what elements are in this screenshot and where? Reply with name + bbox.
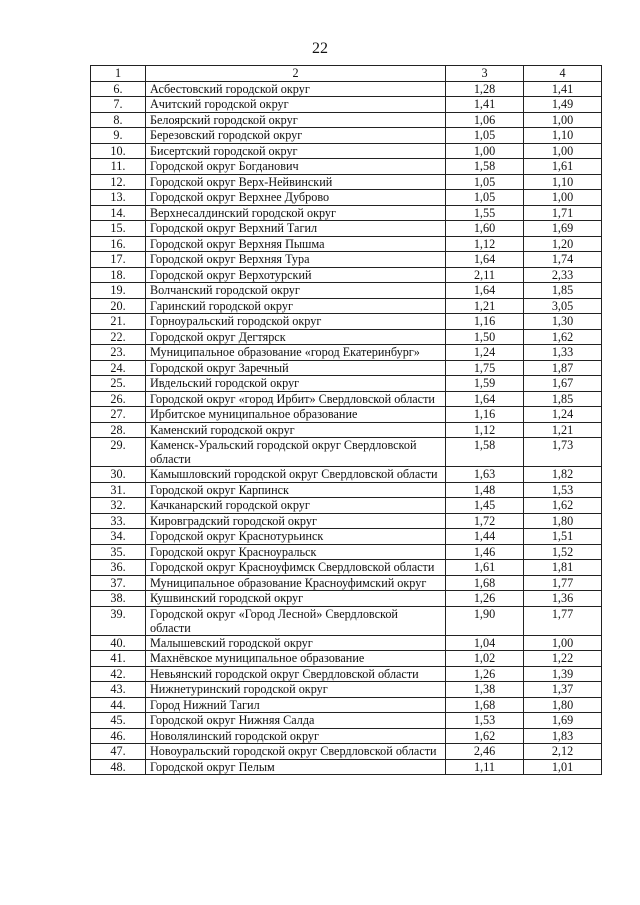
municipality-name: Городской округ Верхний Тагил xyxy=(146,221,446,237)
municipality-name: Асбестовский городской округ xyxy=(146,81,446,97)
municipality-name: Малышевский городской округ xyxy=(146,635,446,651)
coefficient-col-4: 1,33 xyxy=(524,345,602,361)
municipality-name: Бисертский городской округ xyxy=(146,143,446,159)
coefficient-col-4: 1,01 xyxy=(524,759,602,775)
coefficient-col-4: 1,61 xyxy=(524,159,602,175)
table-row xyxy=(91,391,602,407)
coefficient-col-4: 1,52 xyxy=(524,544,602,560)
table-row xyxy=(91,606,602,635)
table-row xyxy=(91,267,602,283)
municipality-name: Городской округ Красноуральск xyxy=(146,544,446,560)
coefficient-col-3: 1,72 xyxy=(446,513,524,529)
coefficient-col-3: 1,48 xyxy=(446,482,524,498)
coefficient-col-3: 1,50 xyxy=(446,329,524,345)
table-row xyxy=(91,651,602,667)
coefficient-col-4: 1,24 xyxy=(524,407,602,423)
coefficient-col-3: 1,53 xyxy=(446,713,524,729)
coefficient-col-3: 2,46 xyxy=(446,744,524,760)
coefficient-col-4: 1,87 xyxy=(524,360,602,376)
municipality-name: Махнёвское муниципальное образование xyxy=(146,651,446,667)
municipality-name: Верхнесалдинский городской округ xyxy=(146,205,446,221)
row-number: 8. xyxy=(91,112,146,128)
municipality-name: Ивдельский городской округ xyxy=(146,376,446,392)
municipality-name: Белоярский городской округ xyxy=(146,112,446,128)
table-row xyxy=(91,467,602,483)
coefficient-col-3: 1,05 xyxy=(446,174,524,190)
municipality-name: Кировградский городской округ xyxy=(146,513,446,529)
coefficient-col-4: 1,00 xyxy=(524,635,602,651)
coefficient-col-3: 1,04 xyxy=(446,635,524,651)
table-row xyxy=(91,575,602,591)
coefficient-col-4: 1,77 xyxy=(524,606,602,635)
coefficient-col-4: 1,53 xyxy=(524,482,602,498)
header-cell-1: 1 xyxy=(91,66,146,82)
row-number: 48. xyxy=(91,759,146,775)
coefficient-col-4: 1,41 xyxy=(524,81,602,97)
municipality-name: Муниципальное образование Красноуфимский округ xyxy=(146,575,446,591)
coefficient-col-3: 1,16 xyxy=(446,407,524,423)
row-number: 29. xyxy=(91,438,146,467)
row-number: 24. xyxy=(91,360,146,376)
municipality-name: Городской округ Верх-Нейвинский xyxy=(146,174,446,190)
municipality-name: Горноуральский городской округ xyxy=(146,314,446,330)
coefficient-col-3: 1,55 xyxy=(446,205,524,221)
coefficient-col-4: 1,80 xyxy=(524,697,602,713)
row-number: 16. xyxy=(91,236,146,252)
table-row xyxy=(91,174,602,190)
municipality-name: Городской округ Нижняя Салда xyxy=(146,713,446,729)
coefficient-col-3: 1,16 xyxy=(446,314,524,330)
table-row xyxy=(91,482,602,498)
row-number: 12. xyxy=(91,174,146,190)
table-row xyxy=(91,159,602,175)
coefficient-col-4: 1,81 xyxy=(524,560,602,576)
municipality-name: Городской округ «город Ирбит» Свердловской области xyxy=(146,391,446,407)
row-number: 18. xyxy=(91,267,146,283)
coefficient-col-4: 1,22 xyxy=(524,651,602,667)
coefficient-col-4: 1,00 xyxy=(524,143,602,159)
coefficients-table xyxy=(90,65,602,775)
row-number: 20. xyxy=(91,298,146,314)
row-number: 23. xyxy=(91,345,146,361)
coefficient-col-4: 1,62 xyxy=(524,329,602,345)
table-row xyxy=(91,298,602,314)
coefficient-col-3: 1,26 xyxy=(446,591,524,607)
coefficient-col-4: 1,00 xyxy=(524,112,602,128)
municipality-name: Гаринский городской округ xyxy=(146,298,446,314)
table-row xyxy=(91,498,602,514)
municipality-name: Муниципальное образование «город Екатеринбург» xyxy=(146,345,446,361)
table-row xyxy=(91,360,602,376)
table-row xyxy=(91,560,602,576)
row-number: 15. xyxy=(91,221,146,237)
row-number: 27. xyxy=(91,407,146,423)
coefficient-col-4: 1,51 xyxy=(524,529,602,545)
coefficient-col-4: 3,05 xyxy=(524,298,602,314)
table-row xyxy=(91,221,602,237)
coefficient-col-3: 1,12 xyxy=(446,422,524,438)
coefficient-col-4: 1,20 xyxy=(524,236,602,252)
coefficient-col-3: 1,63 xyxy=(446,467,524,483)
row-number: 28. xyxy=(91,422,146,438)
row-number: 30. xyxy=(91,467,146,483)
coefficient-col-4: 1,62 xyxy=(524,498,602,514)
row-number: 39. xyxy=(91,606,146,635)
coefficient-col-4: 1,80 xyxy=(524,513,602,529)
coefficient-col-3: 1,68 xyxy=(446,575,524,591)
row-number: 6. xyxy=(91,81,146,97)
row-number: 36. xyxy=(91,560,146,576)
coefficient-col-3: 1,61 xyxy=(446,560,524,576)
table-row xyxy=(91,345,602,361)
coefficient-col-3: 1,12 xyxy=(446,236,524,252)
municipality-name: Городской округ Верхняя Пышма xyxy=(146,236,446,252)
row-number: 9. xyxy=(91,128,146,144)
coefficient-col-4: 1,69 xyxy=(524,221,602,237)
table-row xyxy=(91,252,602,268)
coefficient-col-3: 1,28 xyxy=(446,81,524,97)
table-row xyxy=(91,81,602,97)
table-row xyxy=(91,697,602,713)
municipality-name: Качканарский городской округ xyxy=(146,498,446,514)
coefficient-col-4: 1,10 xyxy=(524,174,602,190)
row-number: 40. xyxy=(91,635,146,651)
table-row xyxy=(91,143,602,159)
row-number: 7. xyxy=(91,97,146,113)
municipality-name: Городской округ «Город Лесной» Свердловской области xyxy=(146,606,446,635)
coefficient-col-3: 1,60 xyxy=(446,221,524,237)
municipality-name: Каменский городской округ xyxy=(146,422,446,438)
municipality-name: Городской округ Верхнее Дуброво xyxy=(146,190,446,206)
municipality-name: Городской округ Красноуфимск Свердловской области xyxy=(146,560,446,576)
municipality-name: Городской округ Богданович xyxy=(146,159,446,175)
table-row xyxy=(91,190,602,206)
coefficient-col-3: 1,38 xyxy=(446,682,524,698)
coefficient-col-3: 1,24 xyxy=(446,345,524,361)
coefficient-col-3: 1,68 xyxy=(446,697,524,713)
coefficient-col-4: 1,77 xyxy=(524,575,602,591)
header-cell-2: 2 xyxy=(146,66,446,82)
row-number: 38. xyxy=(91,591,146,607)
municipality-name: Городской округ Карпинск xyxy=(146,482,446,498)
row-number: 42. xyxy=(91,666,146,682)
coefficient-col-3: 1,21 xyxy=(446,298,524,314)
table-row xyxy=(91,728,602,744)
table-row xyxy=(91,759,602,775)
coefficient-col-3: 1,59 xyxy=(446,376,524,392)
coefficient-col-3: 1,05 xyxy=(446,128,524,144)
municipality-name: Городской округ Верхотурский xyxy=(146,267,446,283)
table-row xyxy=(91,591,602,607)
row-number: 32. xyxy=(91,498,146,514)
table-row xyxy=(91,97,602,113)
header-cell-3: 3 xyxy=(446,66,524,82)
row-number: 43. xyxy=(91,682,146,698)
row-number: 22. xyxy=(91,329,146,345)
municipality-name: Городской округ Дегтярск xyxy=(146,329,446,345)
table-row xyxy=(91,314,602,330)
coefficient-col-4: 1,83 xyxy=(524,728,602,744)
coefficient-col-3: 1,45 xyxy=(446,498,524,514)
table-row xyxy=(91,544,602,560)
municipality-name: Ирбитское муниципальное образование xyxy=(146,407,446,423)
municipality-name: Новолялинский городской округ xyxy=(146,728,446,744)
row-number: 26. xyxy=(91,391,146,407)
coefficient-col-4: 1,73 xyxy=(524,438,602,467)
row-number: 31. xyxy=(91,482,146,498)
coefficient-col-4: 1,10 xyxy=(524,128,602,144)
row-number: 33. xyxy=(91,513,146,529)
table-row xyxy=(91,112,602,128)
header-cell-4: 4 xyxy=(524,66,602,82)
coefficient-col-4: 2,33 xyxy=(524,267,602,283)
municipality-name: Городской округ Краснотурьинск xyxy=(146,529,446,545)
coefficient-col-3: 1,05 xyxy=(446,190,524,206)
coefficient-col-3: 1,02 xyxy=(446,651,524,667)
coefficient-col-3: 1,58 xyxy=(446,438,524,467)
table-row xyxy=(91,205,602,221)
table-row xyxy=(91,682,602,698)
municipality-name: Городской округ Заречный xyxy=(146,360,446,376)
coefficient-col-4: 1,82 xyxy=(524,467,602,483)
municipality-name: Невьянский городской округ Свердловской области xyxy=(146,666,446,682)
coefficient-col-3: 1,90 xyxy=(446,606,524,635)
table-row xyxy=(91,635,602,651)
coefficient-col-4: 1,74 xyxy=(524,252,602,268)
coefficient-col-4: 1,67 xyxy=(524,376,602,392)
row-number: 45. xyxy=(91,713,146,729)
coefficient-col-4: 1,39 xyxy=(524,666,602,682)
coefficient-col-4: 1,30 xyxy=(524,314,602,330)
coefficient-col-3: 1,11 xyxy=(446,759,524,775)
coefficient-col-3: 1,44 xyxy=(446,529,524,545)
row-number: 25. xyxy=(91,376,146,392)
table-row xyxy=(91,744,602,760)
row-number: 47. xyxy=(91,744,146,760)
coefficient-col-3: 1,62 xyxy=(446,728,524,744)
coefficient-col-3: 1,26 xyxy=(446,666,524,682)
municipality-name: Каменск-Уральский городской округ Свердловской области xyxy=(146,438,446,467)
row-number: 11. xyxy=(91,159,146,175)
coefficient-col-4: 2,12 xyxy=(524,744,602,760)
coefficient-col-3: 2,11 xyxy=(446,267,524,283)
table-row xyxy=(91,329,602,345)
municipality-name: Город Нижний Тагил xyxy=(146,697,446,713)
table-row xyxy=(91,376,602,392)
coefficient-col-4: 1,36 xyxy=(524,591,602,607)
row-number: 21. xyxy=(91,314,146,330)
municipality-name: Березовский городской округ xyxy=(146,128,446,144)
row-number: 17. xyxy=(91,252,146,268)
row-number: 41. xyxy=(91,651,146,667)
table-row xyxy=(91,666,602,682)
table-row xyxy=(91,407,602,423)
row-number: 35. xyxy=(91,544,146,560)
coefficient-col-4: 1,37 xyxy=(524,682,602,698)
row-number: 13. xyxy=(91,190,146,206)
table-row xyxy=(91,713,602,729)
coefficient-col-3: 1,06 xyxy=(446,112,524,128)
table-row xyxy=(91,128,602,144)
municipality-name: Волчанский городской округ xyxy=(146,283,446,299)
table-row xyxy=(91,513,602,529)
coefficient-col-4: 1,49 xyxy=(524,97,602,113)
municipality-name: Городской округ Верхняя Тура xyxy=(146,252,446,268)
municipality-name: Городской округ Пелым xyxy=(146,759,446,775)
row-number: 19. xyxy=(91,283,146,299)
municipality-name: Нижнетуринский городской округ xyxy=(146,682,446,698)
coefficient-col-3: 1,46 xyxy=(446,544,524,560)
coefficient-col-3: 1,64 xyxy=(446,283,524,299)
municipality-name: Камышловский городской округ Свердловской области xyxy=(146,467,446,483)
row-number: 46. xyxy=(91,728,146,744)
coefficient-col-4: 1,85 xyxy=(524,391,602,407)
table-row xyxy=(91,422,602,438)
municipality-name: Новоуральский городской округ Свердловской области xyxy=(146,744,446,760)
coefficient-col-3: 1,75 xyxy=(446,360,524,376)
coefficient-col-3: 1,41 xyxy=(446,97,524,113)
coefficient-col-4: 1,69 xyxy=(524,713,602,729)
municipality-name: Ачитский городской округ xyxy=(146,97,446,113)
row-number: 34. xyxy=(91,529,146,545)
coefficient-col-3: 1,58 xyxy=(446,159,524,175)
row-number: 44. xyxy=(91,697,146,713)
row-number: 14. xyxy=(91,205,146,221)
coefficient-col-3: 1,00 xyxy=(446,143,524,159)
coefficient-col-4: 1,00 xyxy=(524,190,602,206)
coefficient-col-4: 1,85 xyxy=(524,283,602,299)
row-number: 10. xyxy=(91,143,146,159)
table-row xyxy=(91,283,602,299)
coefficient-col-4: 1,21 xyxy=(524,422,602,438)
table-row xyxy=(91,529,602,545)
table-row xyxy=(91,438,602,467)
table-header-row xyxy=(91,66,602,82)
coefficient-col-3: 1,64 xyxy=(446,252,524,268)
municipality-name: Кушвинский городской округ xyxy=(146,591,446,607)
coefficient-col-3: 1,64 xyxy=(446,391,524,407)
table-row xyxy=(91,236,602,252)
coefficient-col-4: 1,71 xyxy=(524,205,602,221)
row-number: 37. xyxy=(91,575,146,591)
page-number: 22 xyxy=(312,40,328,57)
